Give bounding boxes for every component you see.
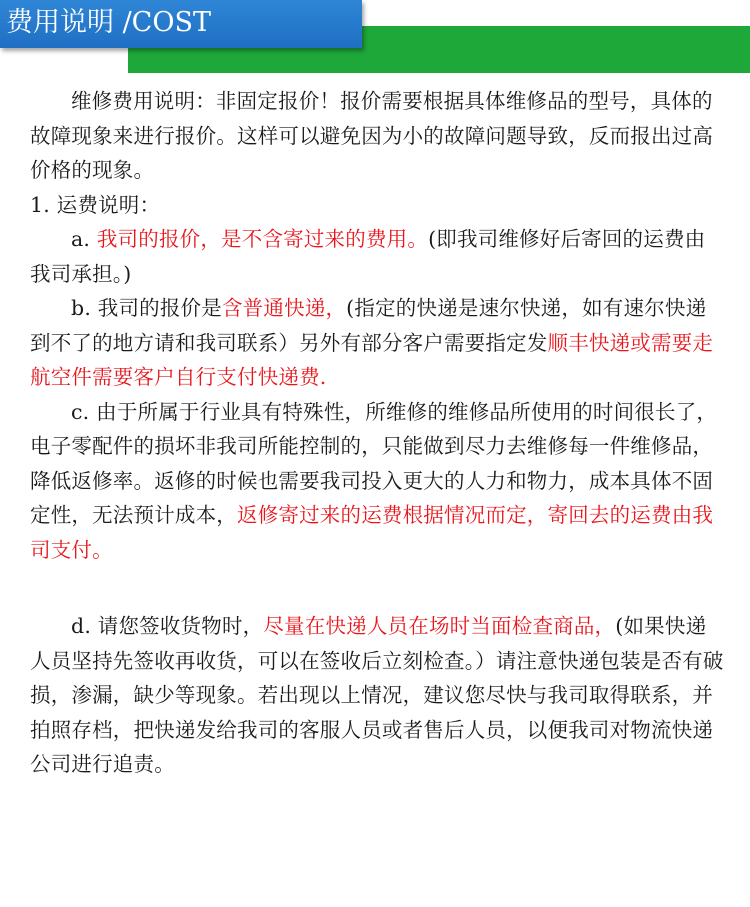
spacer	[30, 567, 724, 609]
item-d-prefix: d. 请您签收货物时，	[71, 614, 264, 638]
item-b-highlight2: 顺丰快递或需要走航空件需要客户自行支付快递费.	[30, 330, 714, 389]
item-d-suffix: (如果快递人员坚持先签收再收货，可以在签收后立刻检查。）请注意快递包装是否有破损，渗漏，缺少等现象。若出现以上情况，建议您尽快与我司取得联系，并拍照存档，把快递发给我司的客服人员或者售后人员，以便我司对物流快递公司进行追责。	[30, 614, 724, 776]
intro-paragraph: 维修费用说明：非固定报价！报价需要根据具体维修品的型号，具体的故障现象来进行报价。这样可以避免因为小的故障问题导致，反而报出过高价格的现象。	[30, 89, 714, 182]
item-a-prefix: a.	[71, 227, 97, 251]
item-c-highlight: 返修寄过来的运费根据情况而定，寄回去的运费由我司支付。	[30, 503, 714, 562]
cost-description	[30, 84, 724, 782]
title-bar	[0, 0, 362, 48]
section-title: 费用说明 /COST	[6, 7, 211, 38]
section-header	[0, 0, 750, 75]
item-a-highlight: 我司的报价，是不含寄过来的费用。	[96, 227, 429, 251]
item-c-text: c. 由于所属于行业具有特殊性，所维修的维修品所使用的时间很长了，电子零配件的损坏非我司所能控制的，只能做到尽力去维修每一件维修品，降低返修率。返修的时候也需要我司投入更大的人力和物力，成本具体不固定性，无法预计成本，	[30, 399, 718, 527]
item-b	[30, 291, 724, 395]
item-b-prefix: b. 我司的报价是	[71, 296, 222, 320]
item-d-highlight: 尽量在快递人员在场时当面检查商品，	[263, 614, 616, 638]
section1-title: 1. 运费说明：	[30, 192, 161, 217]
item-a-suffix: (即我司维修好后寄回的运费由我司承担。)	[30, 227, 706, 286]
item-a	[30, 222, 724, 291]
item-b-highlight: 含普通快递，	[221, 296, 347, 320]
item-d	[30, 609, 724, 782]
item-c	[30, 395, 724, 568]
item-b-middle: (指定的快递是速尔快递，如有速尔快递到不了的地方请和我司联系）另外有部分客户需要指定发	[30, 296, 707, 355]
